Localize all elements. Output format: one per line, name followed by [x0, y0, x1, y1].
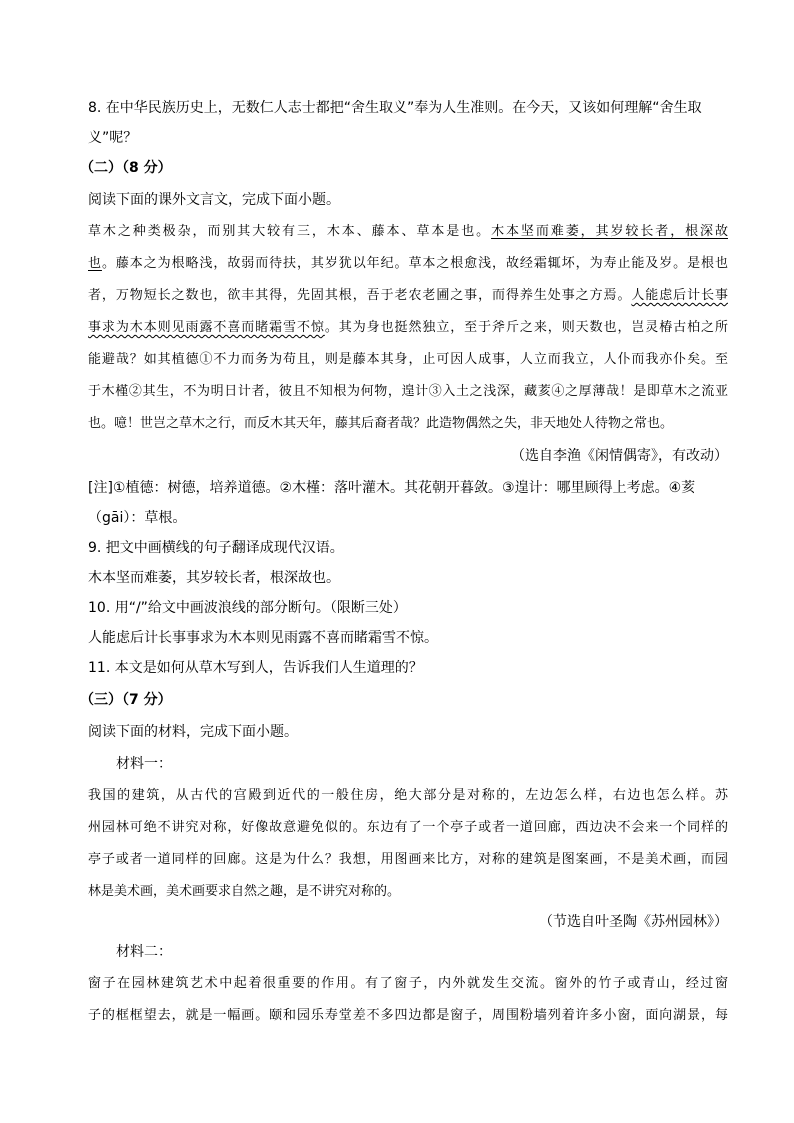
section-2-heading: （二）（8 分）: [80, 160, 172, 176]
passage-line-3: 者，万物短长之数也，欲丰其得，先固其根，吾于老农老圃之事，而得养生处事之方焉。人能虑后计长事: [88, 288, 728, 303]
material-1-line-4: 林是美术画，美术画要求自然之趣，是不讲究对称的。: [88, 884, 401, 899]
question-8-line-2: 义”呢？: [88, 130, 138, 146]
passage-line-4: 事求为木本则见雨露不喜而睹霜雪不惊。其为身也挺然独立，至于斧斤之来，则天数也，岂灵椿古柏之所: [88, 320, 728, 335]
notes-line-1: [注]①植德：树德，培养道德。②木槿：落叶灌木。其花朝开暮敛。③遑计：哪里顾得上考虑。④荄: [88, 480, 696, 496]
notes-line-2: （gāi）：草根。: [88, 510, 187, 526]
section-3-heading: （三）（7 分）: [80, 692, 172, 708]
question-8-line-1: 8. 在中华民族历史上，无数仁人志士都把“舍生取义”奉为人生准则。在今天，又该如何理解“舍生取: [88, 100, 702, 116]
question-9-sentence: 木本坚而难萎，其岁较长者，根深故也。: [88, 570, 340, 586]
material-2-line-1: 窗子在园林建筑艺术中起着很重要的作用。有了窗子，内外就发生交流。窗外的竹子或青山，经过窗: [88, 976, 728, 991]
material-1-label: 材料一：: [116, 756, 172, 772]
passage-source: （选自李渔《闲情偶寄》，有改动）: [511, 448, 728, 464]
question-9: 9. 把文中画横线的句子翻译成现代汉语。: [88, 540, 344, 556]
passage-line-6: 于木槿②其生，不为明日计者，彼且不知根为何物，遑计③入土之浅深，藏荄④之厚薄哉！是即草木之流亚: [88, 384, 728, 399]
material-1-line-1: 我国的建筑，从古代的宫殿到近代的一般住房，绝大部分是对称的，左边怎么样，右边也怎么样。苏: [88, 788, 728, 803]
wavy-underlined-part-end: 事求为木本则见雨露不喜而睹霜雪不惊: [88, 320, 325, 335]
material-2-line-2: 子的框框望去，就是一幅画。颐和园乐寿堂差不多四边都是窗子，周围粉墙列着许多小窗，面向湖景，每: [88, 1008, 728, 1023]
passage-line-1: 草木之种类极杂，而别其大较有三，木本、藤本、草本是也。木本坚而难萎，其岁较长者，根深故: [88, 224, 728, 239]
material-1-line-2: 州园林可绝不讲究对称，好像故意避免似的。东边有了一个亭子或者一道回廊，西边决不会来一个同样的: [88, 820, 728, 835]
material-1-source: （节选自叶圣陶《苏州园林》）: [539, 914, 728, 930]
passage-line-7: 也。噫！世岂之草木之行，而反木其天年，藤其后裔者哉？此造物偶然之失，非天地处人待物之常也。: [88, 416, 674, 431]
underlined-sentence: 木本坚而难萎，其岁较长者，根深故: [491, 224, 728, 239]
section-3-instruction: 阅读下面的材料，完成下面小题。: [88, 724, 298, 740]
material-2-label: 材料二：: [116, 944, 172, 960]
question-11: 11. 本文是如何从草木写到人，告诉我们人生道理的？: [88, 660, 423, 676]
underlined-sentence-end: 也: [88, 256, 102, 271]
section-2-instruction: 阅读下面的课外文言文，完成下面小题。: [88, 192, 340, 208]
question-10-sentence: 人能虑后计长事事求为木本则见雨露不喜而睹霜雪不惊。: [88, 630, 438, 646]
wavy-underlined-part: 人能虑后计长事: [631, 288, 728, 303]
material-1-line-3: 亭子或者一道同样的回廊。这是为什么？我想，用图画来比方，对称的建筑是图案画，不是美术画，而园: [88, 852, 728, 867]
passage-line-2: 也。藤本之为根略浅，故弱而待扶，其岁犹以年纪。草本之根愈浅，故经霜辄坏，为寿止能及岁。是根也: [88, 256, 728, 271]
passage-line-5: 能避哉？如其植德①不力而务为苟且，则是藤本其身，止可因人成事，人立而我立，人仆而我亦仆矣。至: [88, 352, 728, 367]
question-10: 10. 用“/”给文中画波浪线的部分断句。（限断三处）: [88, 600, 407, 616]
